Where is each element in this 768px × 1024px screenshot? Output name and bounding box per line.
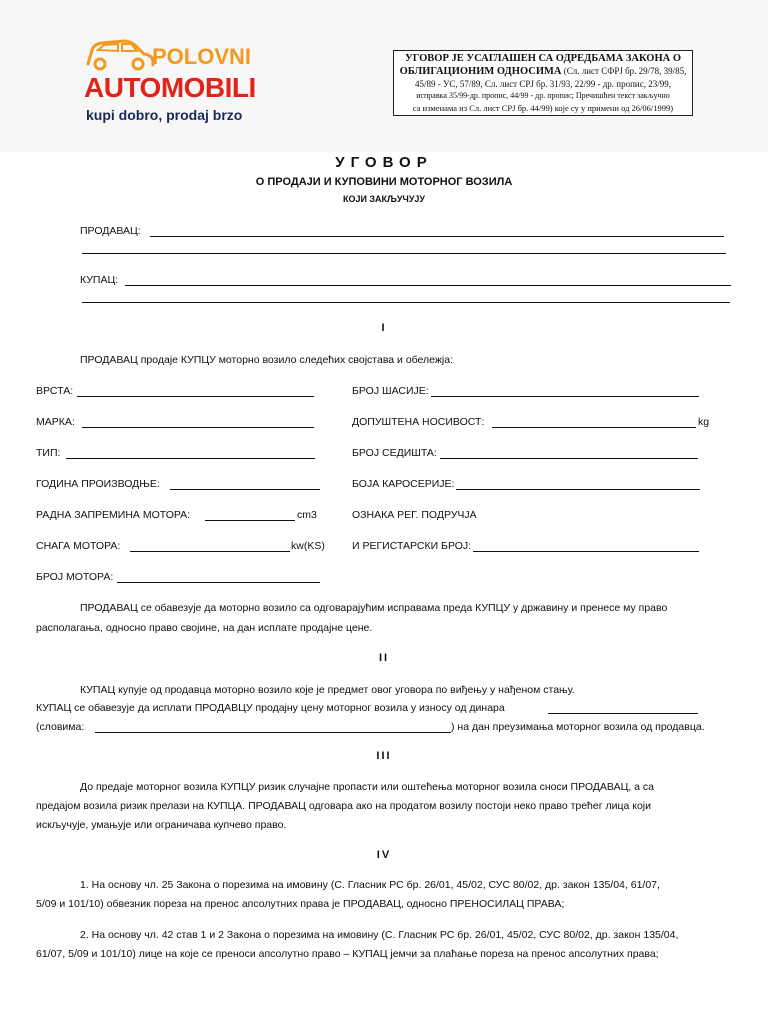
field-label-oznaka-reg: ОЗНАКА РЕГ. ПОДРУЧЈА [352, 509, 477, 521]
section-3-numeral: III [376, 750, 392, 762]
seller-line-2[interactable] [82, 253, 726, 254]
logo [82, 34, 256, 129]
legal-line-4: исправка 35/99-др. пропис, 44/99 - др. пропис; Пречишћен текст закључно [416, 91, 670, 100]
field-line-nosivost[interactable] [492, 427, 696, 428]
field-line-sasija[interactable] [431, 396, 699, 397]
field-line-marka[interactable] [82, 427, 314, 428]
section-1-intro: ПРОДАВАЦ продаје КУПЦУ моторно возило следећих својстава и обележја: [80, 354, 454, 366]
seller-label: ПРОДАВАЦ: [80, 225, 141, 237]
section-2-line-3-rest: ) на дан преузимања моторног возила од продавца. [451, 721, 705, 733]
field-line-boja[interactable] [456, 489, 700, 490]
legal-line-5: са изменама из Сл. лист СРЈ бр. 44/99) које су у примени од 26/06/1999) [412, 103, 674, 113]
document-subtitle: О ПРОДАЈИ И КУПОВИНИ МОТОРНОГ ВОЗИЛА [255, 176, 513, 188]
price-words-line[interactable] [95, 732, 451, 733]
legal-line-1: УГОВОР ЈЕ УСАГЛАШЕН СА ОДРЕДБАМА ЗАКОНА О [404, 53, 682, 64]
legal-line-2-bold: ОБЛИГАЦИОНИМ ОДНОСИМА [399, 66, 562, 77]
field-label-marka: МАРКА: [36, 416, 75, 428]
section-4-item-1-b: 5/09 и 101/10) обвезник пореза на пренос апсолутних права је ПРОДАВАЦ, односно ПРЕНОСИЛАЦ ПРАВА; [36, 898, 565, 910]
field-label-nosivost: ДОПУШТЕНА НОСИВОСТ: [352, 416, 485, 428]
field-label-boja: БОЈА КАРОСЕРИЈЕ: [352, 478, 455, 490]
section-4-item-1-a: 1. На основу чл. 25 Закона о порезима на имовину (С. Гласник РС бр. 26/01, 45/02, СУС 80/02, др. закон 135/04, 61/07, [80, 879, 660, 891]
field-line-sedista[interactable] [440, 458, 698, 459]
field-line-vrsta[interactable] [77, 396, 314, 397]
field-label-tip: ТИП: [36, 447, 61, 459]
section-4-numeral: IV [376, 849, 392, 861]
legal-line-3: 45/89 - УС, 57/89, Сл. лист СРЈ бр. 31/93, 22/99 - др. пропис, 23/99, [415, 79, 671, 89]
section-3-line-1: До предаје моторног возила КУПЦУ ризик случајне пропасти или оштећења моторног возила сноси ПРОДАВАЦ, а са [80, 781, 655, 793]
buyer-label: КУПАЦ: [80, 274, 119, 286]
logo-text-polovni: POLOVNI [152, 44, 252, 69]
document-subtitle-2: КОЈИ ЗАКЉУЧУЈУ [342, 194, 426, 204]
logo-text-automobili: AUTOMOBILI [84, 72, 256, 103]
legal-line-2 [396, 65, 690, 78]
section-2-line-1: КУПАЦ купује од продавца моторно возило које је предмет овог уговора по виђењу у нађеном стању. [80, 684, 575, 696]
buyer-line-1[interactable] [125, 285, 731, 286]
section-3-line-3: искључује, умањује или ограничава купчево право. [36, 819, 287, 831]
legal-line-2-rest: (Сл. лист СФРЈ бр. 29/78, 39/85, [561, 66, 687, 76]
unit-kw: kw(KS) [291, 540, 325, 552]
document-title: УГОВОР [335, 154, 433, 171]
section-2-numeral: II [378, 652, 390, 664]
car-logo-icon [84, 34, 156, 72]
seller-line-1[interactable] [150, 236, 724, 237]
field-label-reg-broj: И РЕГИСТАРСКИ БРОЈ: [352, 540, 472, 552]
field-line-broj-motora[interactable] [117, 582, 320, 583]
section-4-item-2-a: 2. На основу чл. 42 став 1 и 2 Закона о порезима на имовину (С. Гласник РС бр. 26/01, 45/02, СУС 80/02, др. закон 135/04, [80, 929, 679, 941]
field-label-sedista: БРОЈ СЕДИШТА: [352, 447, 437, 459]
field-line-zapremina[interactable] [205, 520, 295, 521]
unit-cm3: cm3 [297, 509, 317, 521]
section-2-line-2: КУПАЦ се обавезује да исплати ПРОДАВЦУ продајну цену моторног возила у износу од динара [36, 702, 505, 714]
section-4-item-2-b: 61/07, 5/09 и 101/10) лице на које се преноси апсолутно право – КУПАЦ јемчи за плаћање пореза на пренос апсолутних права; [36, 948, 659, 960]
logo-tagline: kupi dobro, prodaj brzo [86, 107, 243, 123]
field-label-sasija: БРОЈ ШАСИЈЕ: [352, 385, 429, 397]
price-line[interactable] [548, 713, 698, 714]
field-label-godina: ГОДИНА ПРОИЗВОДЊЕ: [36, 478, 160, 490]
section-1-numeral: I [381, 322, 387, 334]
field-label-vrsta: ВРСТА: [36, 385, 74, 397]
field-line-tip[interactable] [66, 458, 315, 459]
section-2-line-3-label: (словима: [36, 721, 85, 733]
section-3-line-2: предајом возила ризик прелази на КУПЦА. ПРОДАВАЦ одговара ако на продатом возилу постоји неко право трећег лица који [36, 800, 651, 812]
field-label-broj-motora: БРОЈ МОТОРА: [36, 571, 114, 583]
field-line-reg-broj[interactable] [473, 551, 699, 552]
section-1-paragraph-a: ПРОДАВАЦ се обавезује да моторно возило са одговарајућим исправама преда КУПЦУ у државину и пренесе му право [80, 602, 668, 614]
field-line-snaga[interactable] [130, 551, 290, 552]
unit-kg: kg [698, 416, 710, 428]
field-label-zapremina: РАДНА ЗАПРЕМИНА МОТОРА: [36, 509, 191, 521]
field-label-snaga: СНАГА МОТОРА: [36, 540, 121, 552]
legal-notice-box [393, 50, 693, 116]
buyer-line-2[interactable] [82, 302, 730, 303]
section-1-paragraph-b: располагања, односно право својине, на дан исплате продајне цене. [36, 622, 373, 634]
field-line-godina[interactable] [170, 489, 320, 490]
